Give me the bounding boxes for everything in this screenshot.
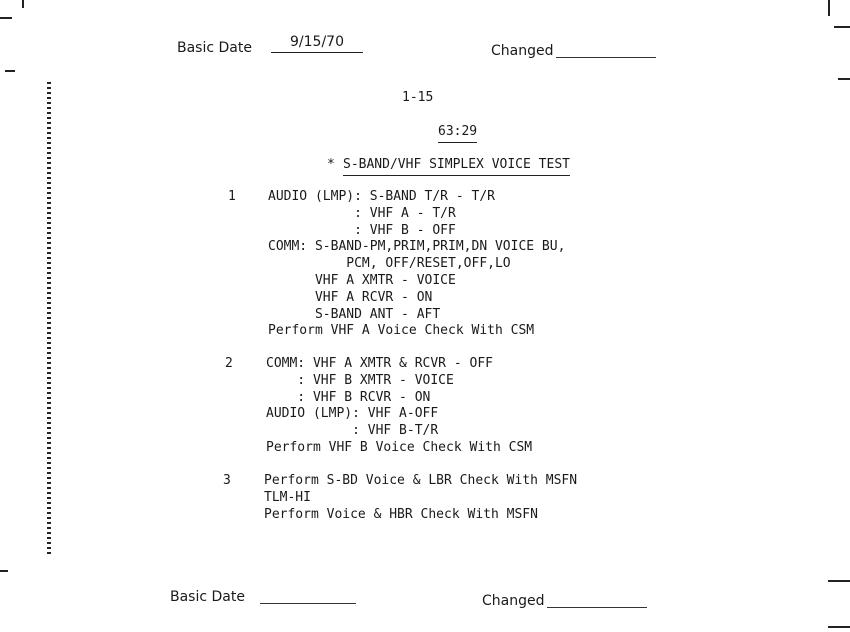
time-tag: 63:29 bbox=[438, 124, 477, 143]
header-changed-blank bbox=[556, 56, 656, 58]
footer-changed-blank bbox=[547, 606, 647, 608]
step-line: PCM, OFF/RESET,OFF,LO bbox=[268, 256, 511, 272]
title-asterisk: * bbox=[327, 157, 335, 172]
step-line: : VHF B XMTR - VOICE bbox=[266, 372, 454, 388]
crop-mark bbox=[5, 70, 15, 72]
step-line: AUDIO (LMP): S-BAND T/R - T/R bbox=[268, 189, 495, 204]
step-line: Perform Voice & HBR Check With MSFN bbox=[264, 506, 538, 522]
step-line: VHF A RCVR - ON bbox=[268, 289, 433, 305]
step-line: VHF A XMTR - VOICE bbox=[268, 272, 456, 288]
step-3-block bbox=[264, 473, 577, 523]
step-line: Perform S-BD Voice & LBR Check With MSFN bbox=[264, 473, 578, 488]
step-line: Perform VHF B Voice Check With CSM bbox=[266, 439, 533, 455]
crop-mark bbox=[834, 26, 850, 28]
step-line: Perform VHF A Voice Check With CSM bbox=[268, 323, 535, 339]
crop-mark bbox=[828, 580, 850, 582]
step-number-2: 2 bbox=[225, 356, 233, 371]
binding-strip bbox=[47, 82, 51, 556]
header-basic-date-value: 9/15/70 bbox=[271, 34, 363, 53]
step-line: : VHF A - T/R bbox=[268, 205, 456, 221]
step-line: COMM: VHF A XMTR & RCVR - OFF bbox=[266, 356, 493, 371]
header-basic-date-label: Basic Date bbox=[177, 40, 252, 56]
page-number: 1-15 bbox=[402, 90, 434, 105]
crop-mark bbox=[828, 626, 850, 628]
page-title: S-BAND/VHF SIMPLEX VOICE TEST bbox=[343, 157, 570, 176]
footer-basic-date-blank bbox=[260, 602, 356, 604]
footer-basic-date-label: Basic Date bbox=[170, 589, 245, 605]
footer-changed-label: Changed bbox=[482, 593, 545, 609]
step-line: : VHF B-T/R bbox=[266, 423, 439, 439]
step-line: COMM: S-BAND-PM,PRIM,PRIM,DN VOICE BU, bbox=[268, 239, 566, 255]
step-number-3: 3 bbox=[223, 473, 231, 488]
crop-mark bbox=[0, 17, 12, 19]
crop-mark bbox=[838, 78, 850, 80]
crop-mark bbox=[0, 570, 8, 572]
step-2-block bbox=[266, 356, 532, 457]
crop-mark bbox=[828, 0, 830, 16]
step-number-1: 1 bbox=[228, 189, 236, 204]
step-line: AUDIO (LMP): VHF A-OFF bbox=[266, 406, 439, 422]
step-line: : VHF B - OFF bbox=[268, 222, 456, 238]
step-line: TLM-HI bbox=[264, 489, 311, 505]
crop-mark bbox=[22, 0, 24, 8]
step-1-block bbox=[268, 189, 565, 340]
step-line: : VHF B RCVR - ON bbox=[266, 389, 431, 405]
header-changed-label: Changed bbox=[491, 43, 554, 59]
step-line: S-BAND ANT - AFT bbox=[268, 306, 441, 322]
